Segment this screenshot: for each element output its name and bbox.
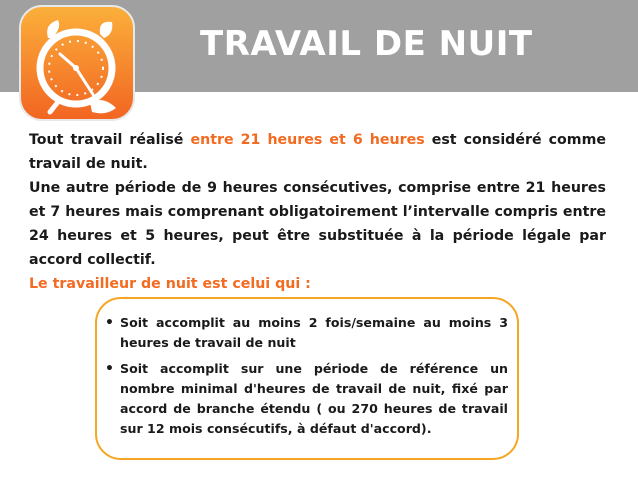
main-text xyxy=(29,128,606,296)
criteria-box xyxy=(95,297,519,460)
page-title: TRAVAIL DE NUIT xyxy=(200,24,533,64)
para1-start: Tout travail réalisé xyxy=(29,132,191,148)
criteria-list xyxy=(105,313,508,445)
time-range-highlight: entre 21 heures et 6 heures xyxy=(190,132,425,148)
night-worker-subheading: Le travailleur de nuit est celui qui : xyxy=(29,276,311,292)
criteria-item: • Soit accomplit sur une période de référence un nombre minimal d'heures de travail de nuit, fixé par accord de branche étendu ( ou 270 heures de travail sur 12 mois consécutifs, à défaut d'accord). xyxy=(105,359,508,439)
para1-end: est considéré comme travail de nuit. xyxy=(29,132,606,172)
alternative-period-paragraph: Une autre période de 9 heures consécutives, comprise entre 21 heures et 7 heures mais comprenant obligatoirement l’intervalle compris entre 24 heures et 5 heures, peut être substituée à la période légale par accord collectif. xyxy=(29,180,606,268)
criteria-item: • Soit accomplit au moins 2 fois/semaine au moins 3 heures de travail de nuit xyxy=(105,313,508,353)
alarm-clock-icon xyxy=(18,4,136,124)
definition-paragraph xyxy=(29,128,606,176)
